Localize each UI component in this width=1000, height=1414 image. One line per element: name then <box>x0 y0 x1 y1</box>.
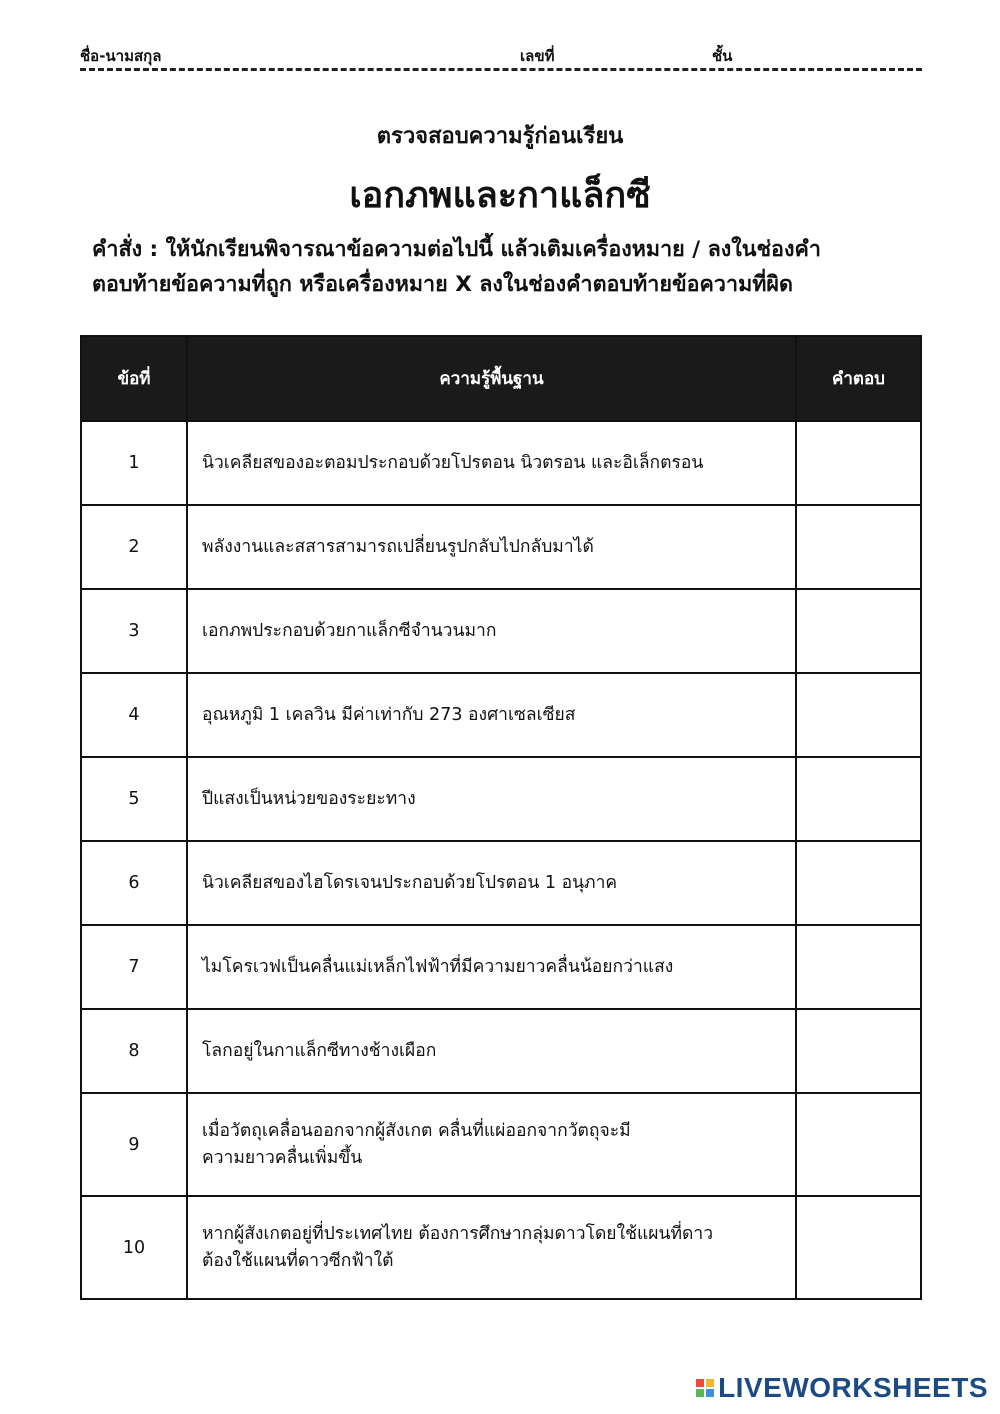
row-statement: นิวเคลียสของไฮโดรเจนประกอบด้วยโปรตอน 1 อนุภาค <box>187 841 796 925</box>
row-statement: นิวเคลียสของอะตอมประกอบด้วยโปรตอน นิวตรอน และอิเล็กตรอน <box>187 421 796 505</box>
row-statement-line-1: หากผู้สังเกตอยู่ที่ประเทศไทย ต้องการศึกษากลุ่มดาวโดยใช้แผนที่ดาว <box>202 1223 714 1244</box>
instruction-line-2: ตอบท้ายข้อความที่ถูก หรือเครื่องหมาย X ลงในช่องคำตอบท้ายข้อความที่ผิด <box>92 272 793 297</box>
table-header-row <box>81 336 921 421</box>
number-label: เลขที่ <box>520 47 555 65</box>
dashed-separator <box>80 68 922 71</box>
row-statement: ปีแสงเป็นหน่วยของระยะทาง <box>187 757 796 841</box>
table-row <box>81 505 921 589</box>
class-label: ชั้น <box>712 47 733 65</box>
logo-text: LIVEWORKSHEETS <box>718 1372 988 1403</box>
header-answer: คำตอบ <box>796 336 921 421</box>
logo-square-yellow <box>706 1379 714 1387</box>
logo-square-blue <box>706 1389 714 1397</box>
name-label: ชื่อ-นามสกุล <box>80 47 162 65</box>
answer-cell[interactable] <box>796 421 921 505</box>
row-number: 9 <box>81 1093 187 1196</box>
answer-cell[interactable] <box>796 673 921 757</box>
row-number: 2 <box>81 505 187 589</box>
table-row <box>81 589 921 673</box>
answer-cell[interactable] <box>796 841 921 925</box>
row-number: 7 <box>81 925 187 1009</box>
table-row <box>81 925 921 1009</box>
row-number: 4 <box>81 673 187 757</box>
row-number: 10 <box>81 1196 187 1299</box>
liveworksheets-logo <box>696 1372 988 1404</box>
answer-cell[interactable] <box>796 1196 921 1299</box>
page-title: เอกภพและกาแล็กซี <box>349 175 651 216</box>
row-statement <box>187 1196 796 1299</box>
answer-cell[interactable] <box>796 505 921 589</box>
row-number: 3 <box>81 589 187 673</box>
row-statement-line-2: ต้องใช้แผนที่ดาวซีกฟ้าใต้ <box>202 1250 394 1271</box>
quiz-table <box>80 335 922 1300</box>
instruction-text <box>92 232 922 302</box>
table-row <box>81 673 921 757</box>
answer-cell[interactable] <box>796 925 921 1009</box>
answer-cell[interactable] <box>796 1093 921 1196</box>
answer-cell[interactable] <box>796 757 921 841</box>
live-logo-mark <box>696 1379 714 1397</box>
header-statement: ความรู้พื้นฐาน <box>187 336 796 421</box>
table-row <box>81 757 921 841</box>
row-number: 5 <box>81 757 187 841</box>
table-row <box>81 841 921 925</box>
table-row <box>81 421 921 505</box>
row-statement <box>187 1093 796 1196</box>
table-row <box>81 1009 921 1093</box>
row-statement: พลังงานและสสารสามารถเปลี่ยนรูปกลับไปกลับมาได้ <box>187 505 796 589</box>
row-statement: โลกอยู่ในกาแล็กซีทางช้างเผือก <box>187 1009 796 1093</box>
table-row <box>81 1196 921 1299</box>
logo-square-red <box>696 1379 704 1387</box>
table-row <box>81 1093 921 1196</box>
row-statement-line-2: ความยาวคลื่นเพิ่มขึ้น <box>202 1147 363 1168</box>
row-statement: อุณหภูมิ 1 เคลวิน มีค่าเท่ากับ 273 องศาเซลเซียส <box>187 673 796 757</box>
row-number: 6 <box>81 841 187 925</box>
header-number: ข้อที่ <box>81 336 187 421</box>
row-statement: ไมโครเวฟเป็นคลื่นแม่เหล็กไฟฟ้าที่มีความยาวคลื่นน้อยกว่าแสง <box>187 925 796 1009</box>
row-number: 8 <box>81 1009 187 1093</box>
row-statement: เอกภพประกอบด้วยกาแล็กซีจำนวนมาก <box>187 589 796 673</box>
answer-cell[interactable] <box>796 1009 921 1093</box>
row-number: 1 <box>81 421 187 505</box>
logo-square-green <box>696 1389 704 1397</box>
instruction-line-1: คำสั่ง : ให้นักเรียนพิจารณาข้อความต่อไปนี้ แล้วเติมเครื่องหมาย / ลงในช่องคำ <box>92 237 821 262</box>
row-statement-line-1: เมื่อวัตถุเคลื่อนออกจากผู้สังเกต คลื่นที่แผ่ออกจากวัตถุจะมี <box>202 1120 631 1141</box>
answer-cell[interactable] <box>796 589 921 673</box>
page-subtitle: ตรวจสอบความรู้ก่อนเรียน <box>376 124 624 149</box>
